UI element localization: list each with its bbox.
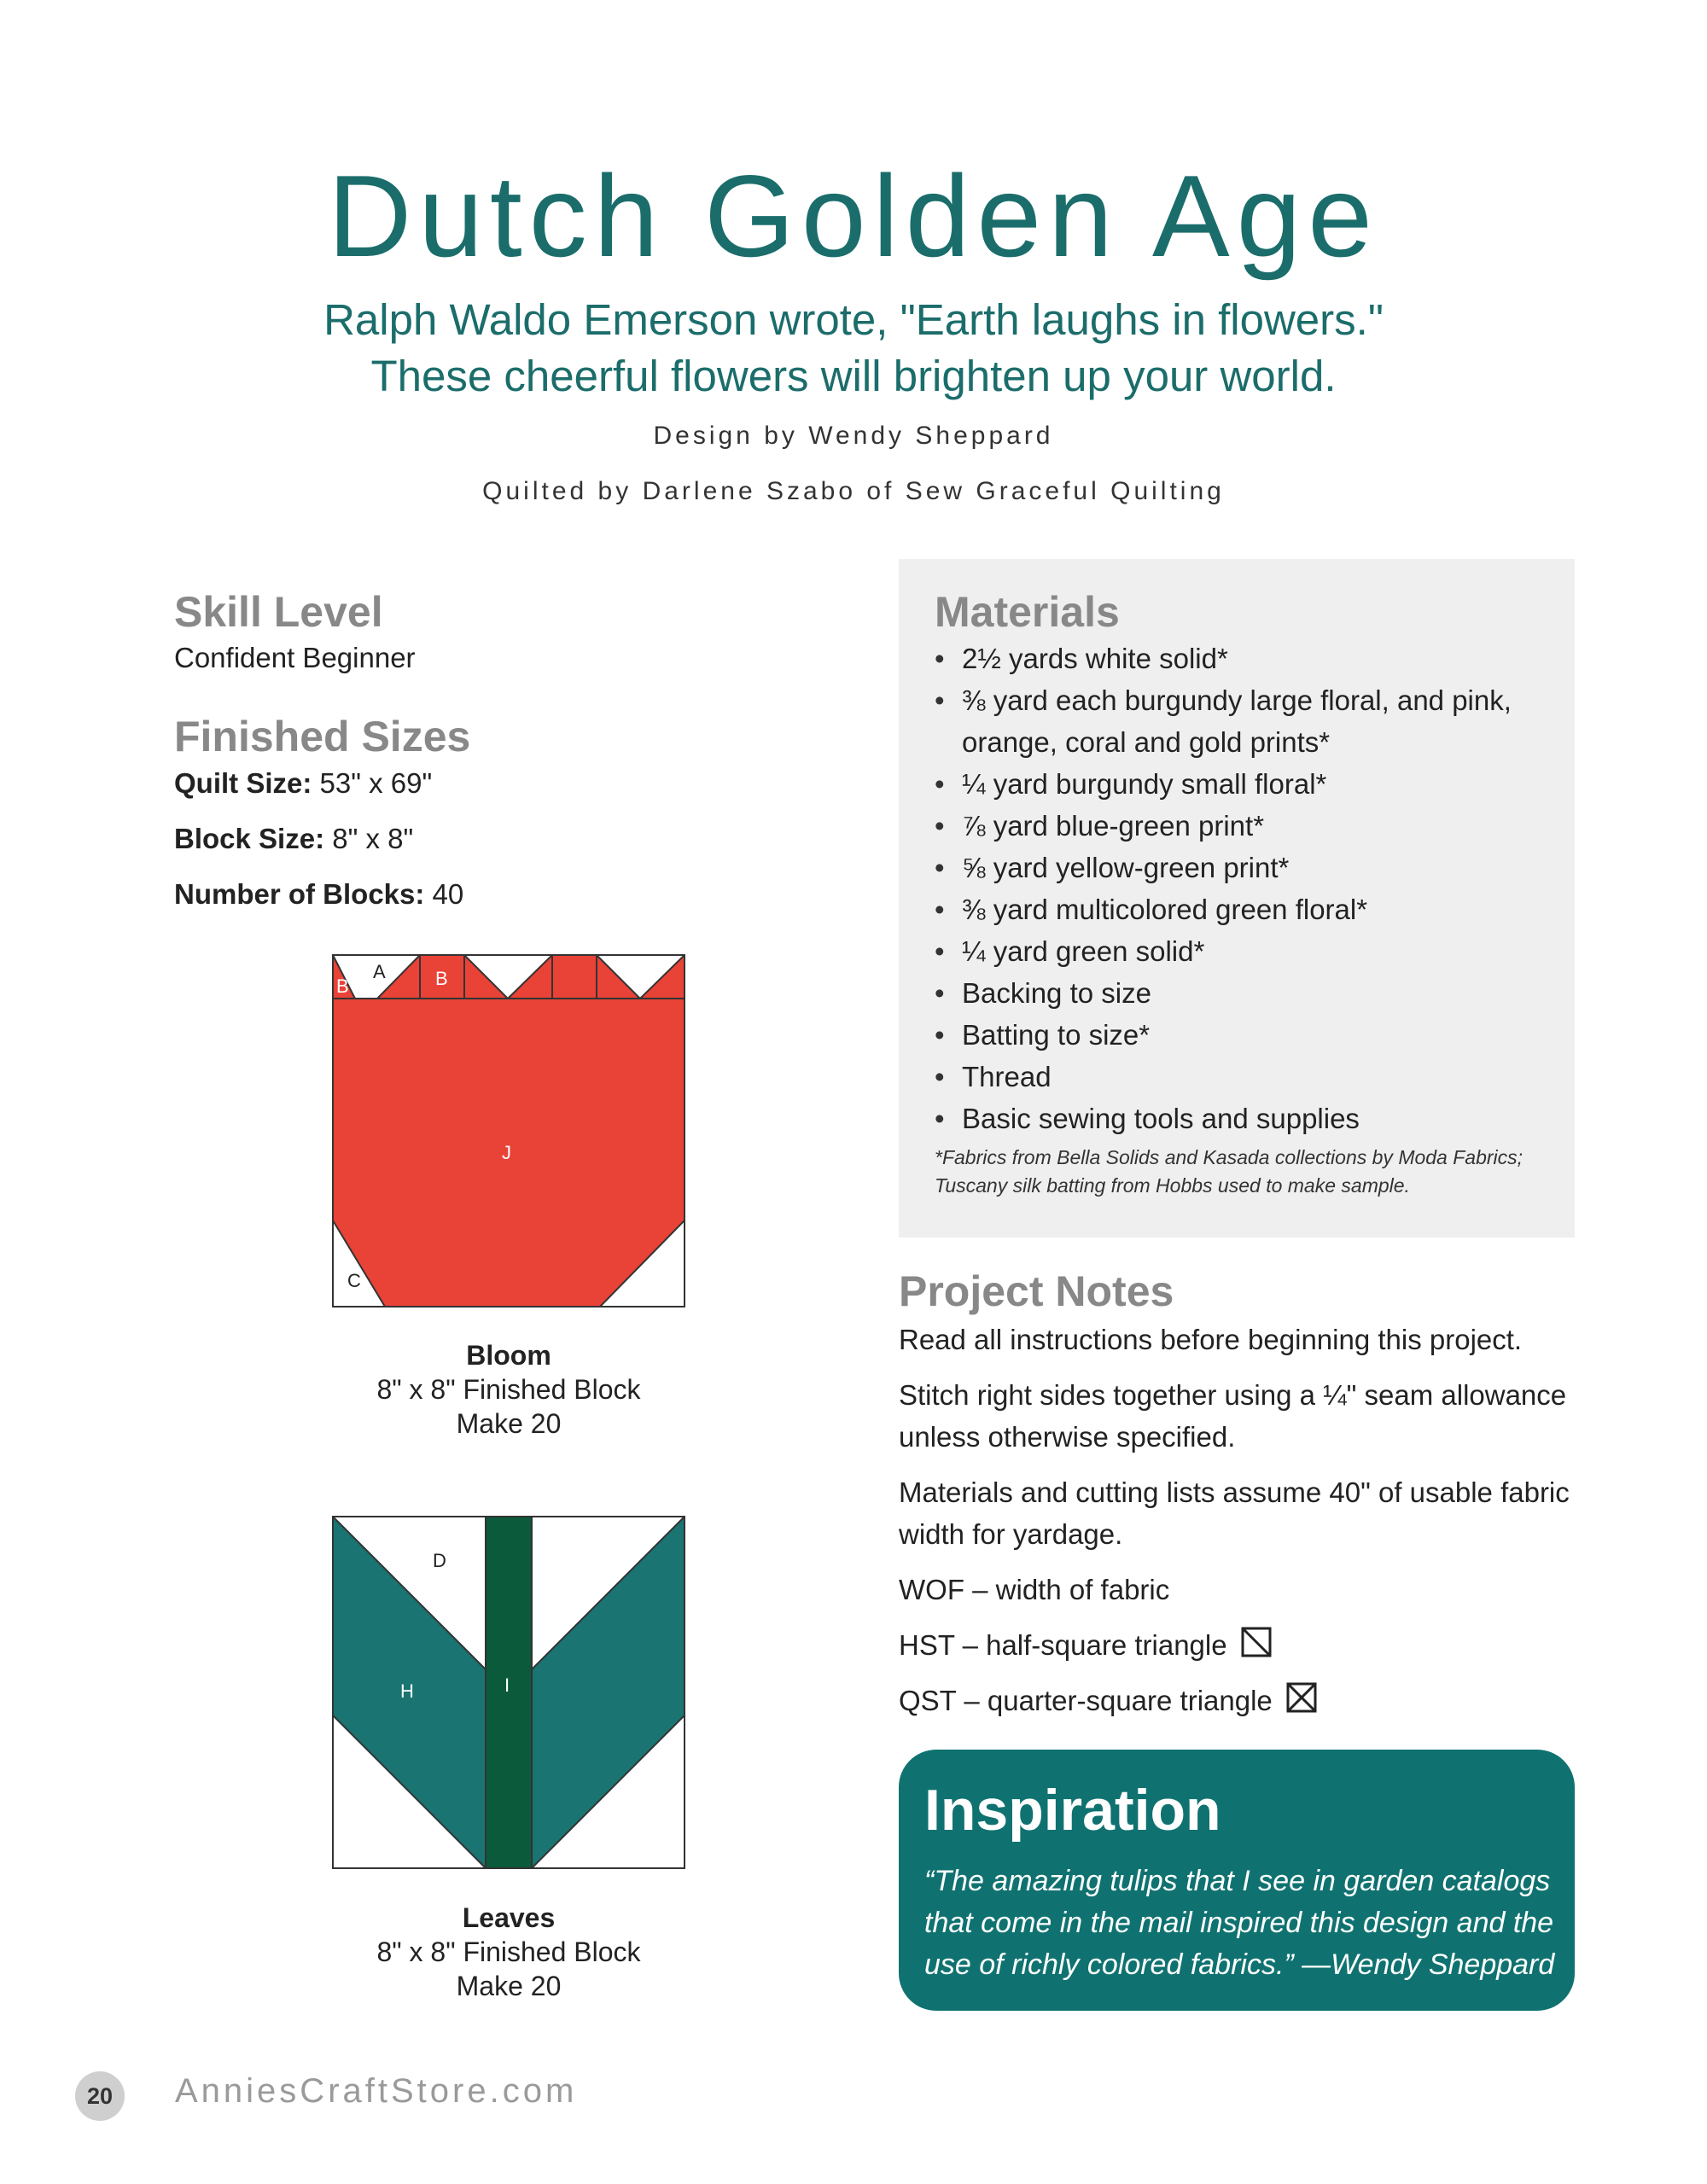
page-number-badge: 20 (75, 2071, 125, 2121)
quarter-square-triangle-icon (1286, 1682, 1317, 1724)
subtitle (0, 292, 1707, 405)
page-title: Dutch Golden Age (328, 151, 1379, 281)
finished-sizes-heading: Finished Sizes (174, 713, 471, 760)
bloom-block-diagram (332, 954, 685, 1307)
leaves-caption-name: Leaves (462, 1902, 556, 1933)
bloom-piece-b-square-2 (552, 955, 597, 999)
block-size-value: 8" x 8" (332, 823, 414, 854)
leaves-caption (332, 1901, 685, 2003)
materials-item: • 2½ yards white solid* (935, 638, 1558, 679)
project-note-fabric-width: Materials and cutting lists assume 40" of usable fabric width for yardage. (899, 1476, 1570, 1550)
inspiration-quote: “The amazing tulips that I see in garden catalogs that come in the mail inspired this design and the use of richly colored fabrics.” —Wendy Sheppard (924, 1865, 1555, 1981)
quilt-size-label: Quilt Size: (174, 767, 312, 799)
qst-definition: QST – quarter-square triangle (899, 1685, 1273, 1716)
bloom-label-b-2: B (435, 968, 448, 989)
block-size-label: Block Size: (174, 823, 325, 854)
project-note-seam-allowance: Stitch right sides together using a ¼" seam allowance unless otherwise specified. (899, 1379, 1567, 1453)
leaves-label-d: D (433, 1550, 446, 1571)
materials-list (935, 638, 1558, 1139)
materials-panel (899, 559, 1575, 1238)
bloom-label-a: A (373, 961, 386, 982)
bloom-caption-make: Make 20 (456, 1408, 562, 1439)
leaves-block-svg (332, 1516, 685, 1869)
materials-item: • Backing to size (935, 972, 1558, 1014)
hst-definition: HST – half-square triangle (899, 1629, 1227, 1661)
materials-item: • Batting to size* (935, 1014, 1558, 1056)
materials-heading: Materials (935, 588, 1120, 636)
quilt-size-line (174, 767, 432, 800)
footer-website-link[interactable]: AnniesCraftStore.com (175, 2072, 578, 2110)
materials-item: • ¼ yard green solid* (935, 930, 1558, 972)
number-of-blocks-label: Number of Blocks: (174, 878, 425, 910)
project-notes-heading: Project Notes (899, 1267, 1174, 1315)
bloom-label-b-1: B (336, 976, 349, 997)
skill-level-value: Confident Beginner (174, 642, 416, 673)
number-of-blocks-line (174, 878, 463, 911)
materials-item: • ⅝ yard yellow-green print* (935, 847, 1558, 888)
bloom-block-svg (332, 954, 685, 1307)
materials-item: • ⅜ yard multicolored green floral* (935, 888, 1558, 930)
quilt-size-value: 53" x 69" (319, 767, 433, 799)
skill-level-heading: Skill Level (174, 588, 383, 636)
quilted-credit: Quilted by Darlene Szabo of Sew Graceful Quilting (482, 477, 1225, 505)
bloom-caption (332, 1338, 685, 1441)
materials-item: • Basic sewing tools and supplies (935, 1098, 1558, 1139)
materials-item: • Thread (935, 1056, 1558, 1098)
design-credit: Design by Wendy Sheppard (653, 422, 1054, 450)
inspiration-box (899, 1750, 1575, 2011)
inspiration-heading: Inspiration (924, 1778, 1221, 1843)
project-note-hst (899, 1624, 1582, 1669)
leaves-caption-make: Make 20 (456, 1971, 562, 2001)
bloom-label-j: J (502, 1142, 511, 1163)
subtitle-line-1: Ralph Waldo Emerson wrote, "Earth laughs in flowers." (323, 295, 1384, 344)
bloom-caption-size: 8" x 8" Finished Block (376, 1374, 641, 1405)
block-size-line (174, 823, 413, 855)
number-of-blocks-value: 40 (432, 878, 464, 910)
leaves-label-i: I (504, 1674, 510, 1696)
subtitle-line-2: These cheerful flowers will brighten up your world. (370, 352, 1337, 400)
materials-item: • ¼ yard burgundy small floral* (935, 763, 1558, 805)
materials-item: • ⅜ yard each burgundy large floral, and pink, orange, coral and gold prints* (935, 679, 1558, 763)
bloom-label-c: C (347, 1270, 361, 1291)
materials-footnote: *Fabrics from Bella Solids and Kasada collections by Moda Fabrics; Tuscany silk batting from Hobbs used to make sample. (935, 1146, 1523, 1197)
materials-item: • ⅞ yard blue-green print* (935, 805, 1558, 847)
bloom-caption-name: Bloom (466, 1340, 551, 1371)
project-note-read-all: Read all instructions before beginning this project. (899, 1324, 1523, 1355)
leaves-caption-size: 8" x 8" Finished Block (376, 1936, 641, 1967)
half-square-triangle-icon (1241, 1627, 1272, 1669)
leaves-label-h: H (400, 1680, 414, 1702)
leaves-block-diagram (332, 1516, 685, 1869)
project-note-qst (899, 1680, 1582, 1724)
project-note-wof: WOF – width of fabric (899, 1574, 1170, 1605)
